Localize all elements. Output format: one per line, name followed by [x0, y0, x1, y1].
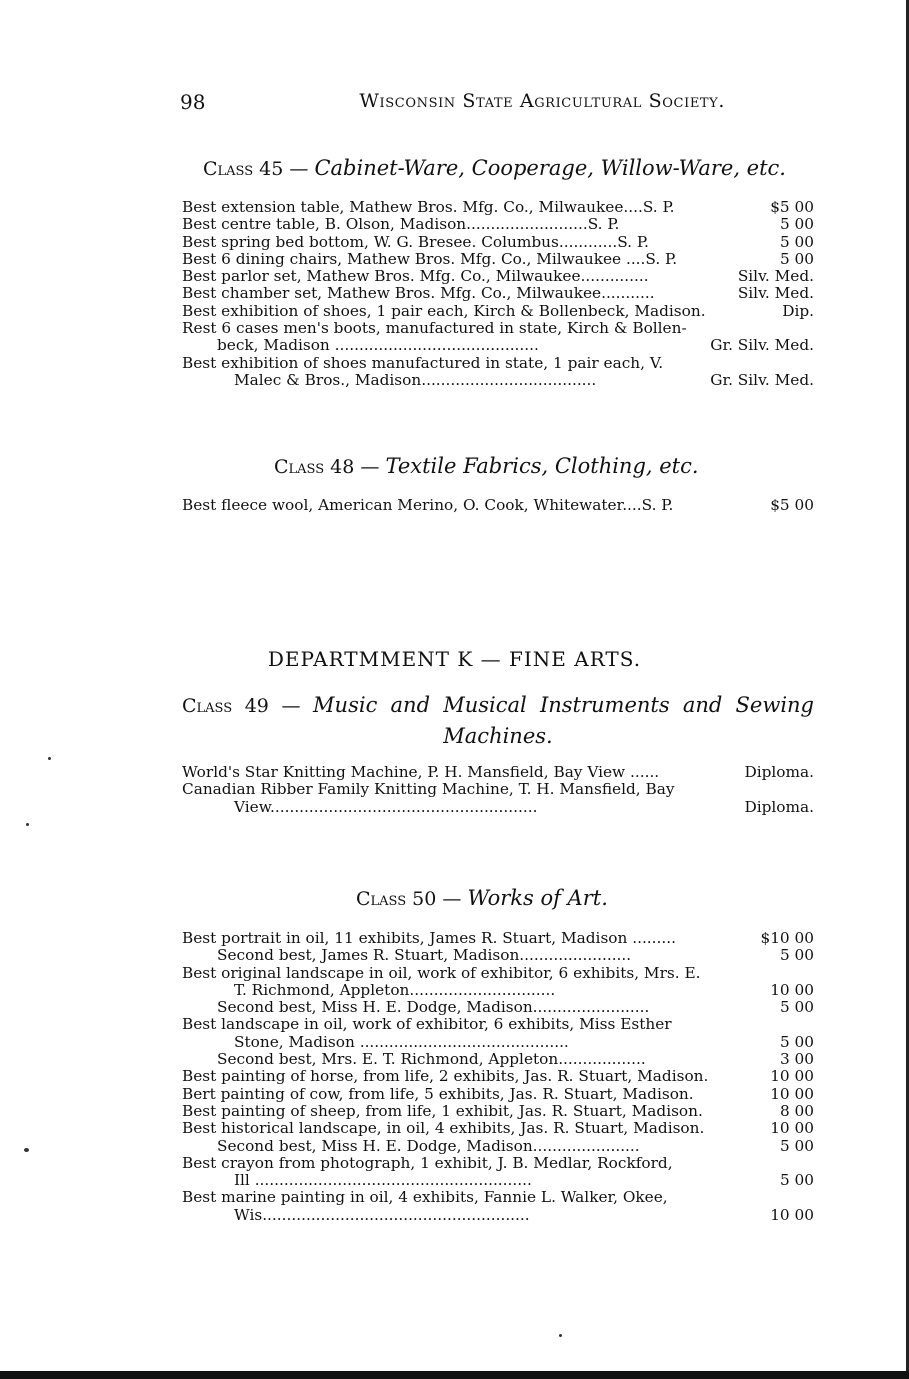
- class-45-heading: [203, 156, 786, 180]
- entry: Bert painting of cow, from life, 5 exhibits, Jas. R. Stuart, Madison. 10 00: [182, 1084, 814, 1103]
- class-50-title: Works of Art.: [467, 886, 608, 910]
- scan-speck: [48, 757, 51, 760]
- entry: Best parlor set, Mathew Bros. Mfg. Co., Milwaukee.............. Silv. Med.: [182, 267, 814, 286]
- class-50-entries: [182, 930, 814, 1224]
- entry: Second best, Mrs. E. T. Richmond, Appleton.................. 3 00: [217, 1050, 814, 1069]
- scan-speck: [26, 823, 29, 826]
- class-48-heading: [274, 454, 699, 478]
- running-header: [180, 90, 725, 118]
- entry: Best landscape in oil, work of exhibitor, 6 exhibits, Miss Esther: [182, 1015, 672, 1034]
- entry-continuation: beck, Madison .......................................... Gr. Silv. Med.: [217, 336, 814, 355]
- running-title: Wisconsin State Agricultural Society.: [359, 90, 725, 112]
- entry: Best painting of horse, from life, 2 exhibits, Jas. R. Stuart, Madison. 10 00: [182, 1067, 814, 1086]
- entry: Best spring bed bottom, W. G. Bresee. Columbus............S. P. 5 00: [182, 232, 814, 251]
- class-50-label: Class 50 —: [356, 888, 462, 910]
- entry-continuation: Ill ......................................................... 5 00: [234, 1171, 814, 1190]
- page-number: 98: [180, 90, 206, 114]
- entry-continuation: Stone, Madison ........................................... 5 00: [234, 1032, 814, 1051]
- entry: Best portrait in oil, 11 exhibits, James R. Stuart, Madison ......... $10 00: [182, 929, 814, 947]
- department-heading: DEPARTMMENT K — FINE ARTS.: [267, 647, 642, 671]
- class-49-heading: [182, 690, 814, 752]
- entry-continuation: T. Richmond, Appleton.............................. 10 00: [234, 980, 814, 999]
- entry: World's Star Knitting Machine, P. H. Mansfield, Bay View ...... Diploma.: [182, 763, 814, 781]
- class-50-heading: [356, 886, 608, 910]
- scan-speck: [24, 1148, 29, 1152]
- entry: Best centre table, B. Olson, Madison.........................S. P. 5 00: [182, 215, 814, 234]
- class-48-entries: [182, 497, 814, 514]
- scan-border-bottom: [0, 1371, 909, 1379]
- entry: Second best, Miss H. E. Dodge, Madison........................ 5 00: [217, 998, 814, 1017]
- entry: Rest 6 cases men's boots, manufactured in state, Kirch & Bollen-: [182, 319, 687, 338]
- entry: Second best, James R. Stuart, Madison....................... 5 00: [217, 946, 814, 965]
- entry: Canadian Ribber Family Knitting Machine, T. H. Mansfield, Bay: [182, 780, 675, 799]
- entry: Best chamber set, Mathew Bros. Mfg. Co., Milwaukee........... Silv. Med.: [182, 284, 814, 303]
- entry: Best original landscape in oil, work of exhibitor, 6 exhibits, Mrs. E.: [182, 963, 701, 982]
- entry: Best fleece wool, American Merino, O. Cook, Whitewater....S. P. $5 00: [182, 496, 814, 514]
- class-45-title: Cabinet-Ware, Cooperage, Willow-Ware, etc.: [314, 156, 786, 180]
- entry-continuation: Malec & Bros., Madison.................................... Gr. Silv. Med.: [234, 370, 814, 389]
- entry-continuation: View....................................................... Diploma.: [234, 797, 814, 816]
- entry: Best exhibition of shoes, 1 pair each, Kirch & Bollenbeck, Madison. Dip.: [182, 301, 814, 320]
- entry-continuation: Wis....................................................... 10 00: [234, 1205, 814, 1224]
- class-45-label: Class 45 —: [203, 158, 309, 180]
- class-48-title: Textile Fabrics, Clothing, etc.: [385, 454, 699, 478]
- entry: Best historical landscape, in oil, 4 exhibits, Jas. R. Stuart, Madison. 10 00: [182, 1119, 814, 1138]
- entry: Best painting of sheep, from life, 1 exhibit, Jas. R. Stuart, Madison. 8 00: [182, 1101, 814, 1120]
- class-49-entries: [182, 764, 814, 816]
- entry: Best marine painting in oil, 4 exhibits, Fannie L. Walker, Okee,: [182, 1188, 668, 1207]
- class-49-label: Class 49 —: [182, 695, 301, 717]
- entry: Best exhibition of shoes manufactured in state, 1 pair each, V.: [182, 353, 664, 372]
- entry: Best 6 dining chairs, Mathew Bros. Mfg. Co., Milwaukee ....S. P. 5 00: [182, 249, 814, 268]
- class-45-entries: [182, 199, 814, 389]
- class-49-title-line2: Machines.: [443, 724, 553, 748]
- class-48-label: Class 48 —: [274, 456, 380, 478]
- entry: Best crayon from photograph, 1 exhibit, J. B. Medlar, Rockford,: [182, 1153, 673, 1172]
- scan-speck: [559, 1334, 562, 1337]
- entry: Second best, Miss H. E. Dodge, Madison...................... 5 00: [217, 1136, 814, 1155]
- entry: Best extension table, Mathew Bros. Mfg. Co., Milwaukee....S. P. $5 00: [182, 198, 814, 216]
- class-49-title-line1: Music and Musical Instruments and Sewing: [313, 693, 814, 717]
